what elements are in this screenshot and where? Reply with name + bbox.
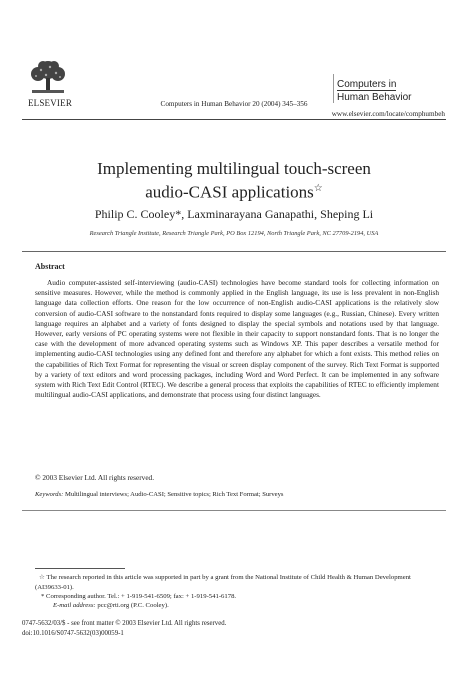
journal-citation: Computers in Human Behavior 20 (2004) 345–356: [160, 100, 308, 108]
email-address[interactable]: pcc@rti.org (P.C. Cooley).: [97, 602, 169, 609]
keywords: [35, 491, 283, 498]
front-matter-notice: 0747-5632/03/$ - see front matter © 2003 Elsevier Ltd. All rights reserved.: [22, 620, 227, 627]
email-label: E-mail address:: [53, 602, 96, 609]
journal-logo-line2: Human Behavior: [337, 92, 412, 103]
keywords-list: Multilingual interviews; Audio-CASI; Sensitive topics; Rich Text Format; Surveys: [64, 491, 284, 498]
doi[interactable]: doi:10.1016/S0747-5632(03)00059-1: [22, 630, 124, 637]
elsevier-tree-logo: [26, 58, 70, 96]
abstract-divider: [22, 510, 446, 511]
copyright-notice: © 2003 Elsevier Ltd. All rights reserved.: [35, 473, 155, 482]
title-divider: [22, 251, 446, 252]
article-title: [30, 159, 438, 203]
header-divider: [22, 119, 446, 120]
footnote-rule: [35, 568, 125, 569]
keywords-label: Keywords:: [35, 491, 64, 498]
journal-url[interactable]: www.elsevier.com/locate/comphumbeh: [331, 110, 445, 118]
journal-logo: [333, 74, 429, 103]
journal-logo-line1: Computers in: [337, 79, 397, 90]
footnote-corresponding: * Corresponding author. Tel.: + 1-919-541-6509; fax: + 1-919-541-6178.: [41, 593, 237, 600]
footnote-funding: ☆ The research reported in this article was supported in part by a grant from the National Institute of Child Health & Human Development (AI39633-01).: [35, 574, 411, 591]
title-line2: audio-CASI applications: [145, 182, 314, 202]
abstract-heading: Abstract: [35, 262, 65, 271]
abstract-body: Audio computer-assisted self-interviewing (audio-CASI) technologies have become standard tools for collecting information on sensitive measures. However, while the method is commonly applied in the English language, its use is less prevalent in non-English language data collection efforts. One reason for the low occurrence of non-English audio-CASI applications is the relatively slow conversion of audio-CASI software to the nonstandard fonts required to display some languages (e.g., Russian, Chinese). Every written language requires an alphabet and a variety of fonts designed to display the special symbols and notations used by that language. However, early versions of PC operating systems were not flexible in their capacity to support nonstandard fonts. That is no longer the case with the development of more advanced operating systems such as Windows XP. This paper describes a versatile method for implementing audio-CASI technologies using any defined font and therefore any alphabet for which a font exists. This method relies on the capabilities of Rich Text Format for representing the visual or screen display component of the survey. Rich Text Format is supported by a variety of text editors and word processing packages, including Word and Word Perfect. It can be implemented in any software system with Rich Text Edit Control (RTEC). We describe a general process that exploits the capabilities of RTEC to efficiently implement multilingual audio-CASI applications, and demonstrate that process using four distinct languages.: [35, 278, 439, 400]
affiliation: Research Triangle Institute, Research Triangle Park, PO Box 12194, North Triangle Park, NC 27709-2194, USA: [89, 230, 379, 237]
author-list: Philip C. Cooley*, Laxminarayana Ganapathi, Sheping Li: [94, 207, 374, 221]
publisher-name: ELSEVIER: [27, 98, 73, 108]
footnote-email: [35, 601, 457, 611]
title-footnote-mark[interactable]: ☆: [313, 183, 323, 194]
title-line1: Implementing multilingual touch-screen: [97, 159, 371, 178]
